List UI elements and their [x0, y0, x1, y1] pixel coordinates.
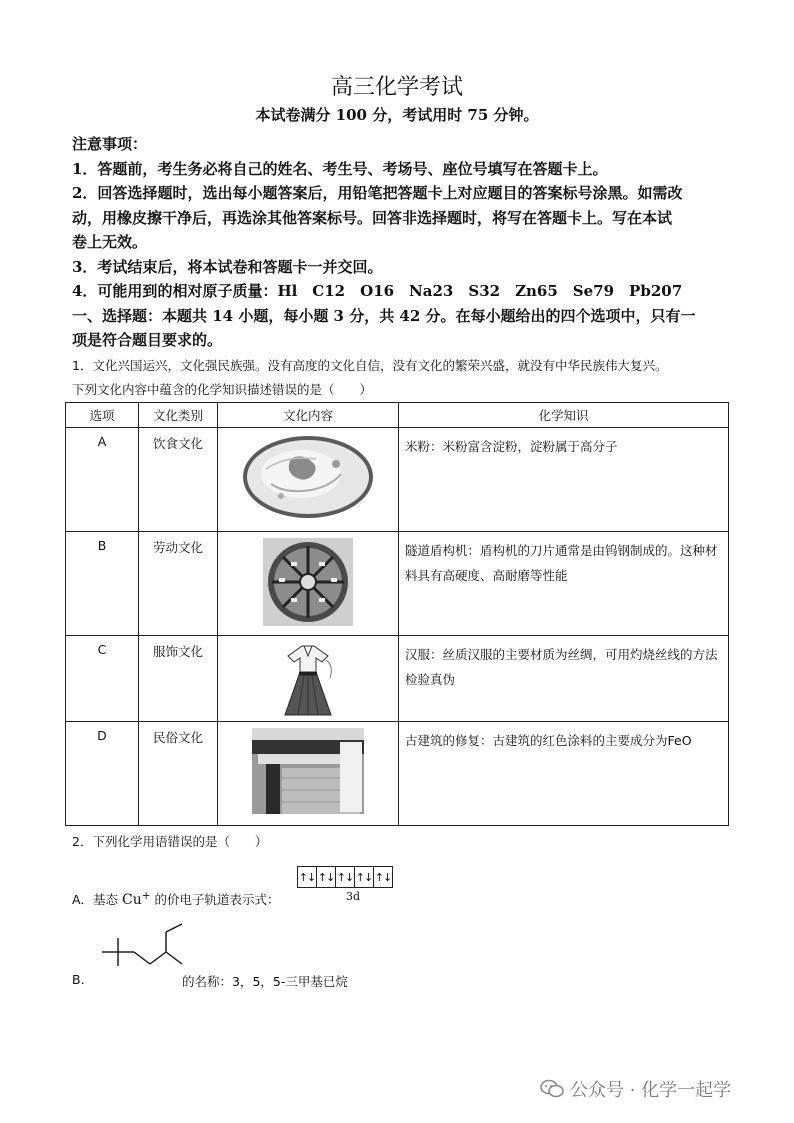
rice-noodle-photo: [241, 434, 375, 520]
ion-charge: +: [141, 890, 151, 902]
page-title: 高三化学考试: [330, 75, 463, 100]
culture-category: 服饰文化: [139, 636, 218, 722]
notes-line: 动，用橡皮擦干净后，再选涂其他答案标号。回答非选择题时，将写在答题卡上。写在本试: [72, 208, 673, 227]
header-content: 文化内容: [218, 403, 399, 428]
exam-notes: [72, 132, 722, 353]
notes-line: 卷上无效。: [72, 233, 148, 251]
header-category: 文化类别: [139, 403, 218, 428]
table-row: [66, 532, 729, 636]
question-2-stem: 2．下列化学用语错误的是（ ）: [72, 834, 268, 849]
tunnel-boring-machine-photo: [263, 538, 353, 626]
orbital-box: ↑↓: [316, 866, 336, 888]
q1-line2: 下列文化内容中蕴含的化学知识描述错误的是（ ）: [72, 382, 373, 397]
notes-line: 2．回答选择题时，选出每小题答案后，用铅笔把答题卡上对应题目的答案标号涂黑。如需改: [72, 184, 683, 202]
culture-category: 饮食文化: [139, 428, 218, 532]
hanfu-dress-photo: [268, 642, 348, 718]
notes-line: 一、选择题：本题共 14 小题，每小题 3 分，共 42 分。在每小题给出的四个选项中，只有一: [72, 306, 696, 325]
orbital-diagram: [298, 866, 393, 888]
notes-line: 项是符合题目要求的。: [72, 331, 223, 349]
question-1-stem: [72, 354, 732, 402]
q1-line1: 1．文化兴国运兴，文化强民族强。没有高度的文化自信，没有文化的繁荣兴盛，就没有中华民族伟大复兴。: [72, 358, 668, 373]
orbital-box: ↑↓: [335, 866, 355, 888]
notes-line: 3．考试结束后，将本试卷和答题卡一并交回。: [72, 257, 383, 276]
option-letter: B: [66, 532, 139, 636]
chemistry-knowledge: 隧道盾构机：盾构机的刀片通常是由钨钢制成的。这种材料具有高硬度、高耐磨等性能: [399, 532, 729, 636]
table-row: [66, 722, 729, 826]
culture-category: 劳动文化: [139, 532, 218, 636]
option-a-prefix: A．基态: [72, 892, 123, 908]
culture-category: 民俗文化: [139, 722, 218, 826]
option-letter: C: [66, 636, 139, 722]
orbital-box: ↑↓: [297, 866, 317, 888]
orbital-box: ↑↓: [373, 866, 393, 888]
table-header-row: [66, 403, 729, 428]
watermark-text: 公众号 · 化学一起学: [570, 1080, 732, 1101]
culture-table: [65, 402, 729, 826]
chemistry-knowledge: 米粉：米粉富含淀粉，淀粉属于高分子: [399, 428, 729, 532]
notes-line: 4．可能用到的相对原子质量：Hl C12 O16 Na23 S32 Zn65 Se79 Pb207: [72, 282, 683, 300]
option-letter: D: [66, 722, 139, 826]
option-a-suffix: 的价电子轨道表示式：: [150, 892, 280, 908]
table-row: [66, 428, 729, 532]
option-letter: A: [66, 428, 139, 532]
watermark: [540, 1076, 731, 1102]
chemistry-knowledge: 古建筑的修复：古建筑的红色涂料的主要成分为FeO: [399, 722, 729, 826]
orbital-box: ↑↓: [354, 866, 374, 888]
notes-line: 1．答题前，考生务必将自己的姓名、考生号、考场号、座位号填写在答题卡上。: [72, 159, 608, 178]
cu-ion: Cu: [122, 892, 142, 909]
orbital-label: 3d: [346, 890, 361, 903]
notes-heading: 注意事项：: [72, 135, 148, 153]
option-a: [72, 890, 279, 908]
chemistry-knowledge: 汉服：丝质汉服的主要材质为丝绸，可用灼烧丝线的方法检验真伪: [399, 636, 729, 722]
option-b-text: 的名称：3，5，5-三甲基已烷: [182, 974, 348, 989]
ancient-building-photo: [252, 728, 364, 814]
header-option: 选项: [66, 403, 139, 428]
skeletal-formula: [96, 922, 186, 970]
header-knowledge: 化学知识: [399, 403, 729, 428]
option-b-letter: B.: [72, 972, 85, 987]
wechat-icon: [540, 1079, 564, 1099]
table-row: [66, 636, 729, 722]
exam-subtitle: 本试卷满分 100 分，考试用时 75 分钟。: [255, 106, 539, 124]
